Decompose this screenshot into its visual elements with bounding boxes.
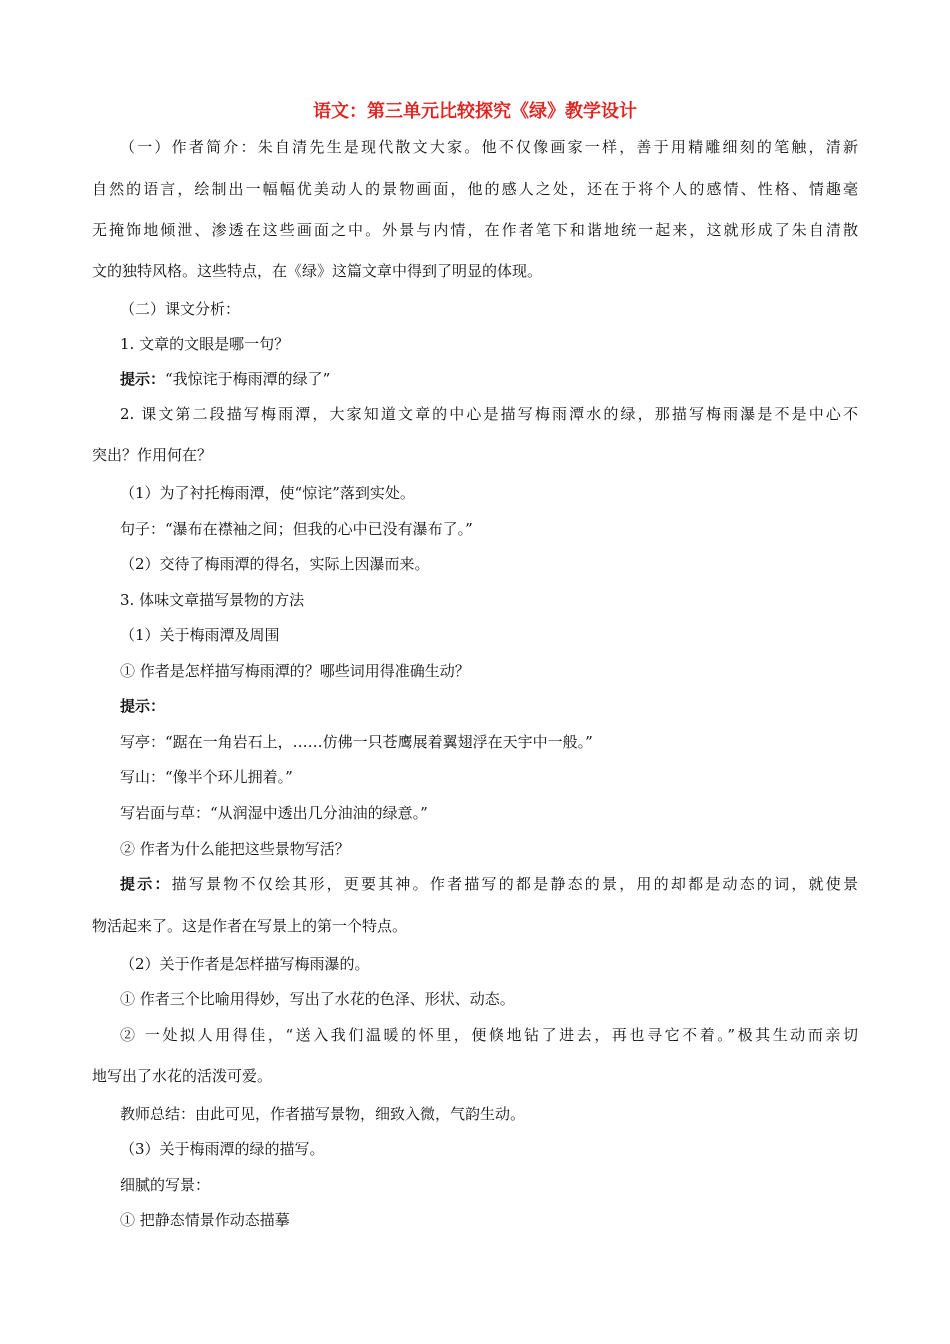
fine-description-point-1: ① 把静态情景作动态描摹 <box>120 1211 290 1229</box>
question-3: 3. 体味文章描写景物的方法 <box>120 591 305 609</box>
question-3-section-2-point-2-line-2: 地写出了水花的活泼可爱。 <box>92 1067 273 1085</box>
question-3-section-2-point-2-line-1: ② 一处拟人用得佳，“送入我们温暖的怀里，便倏地钻了进去，再也寻它不着。”极其生动而亲切 <box>120 1026 858 1044</box>
describe-pavilion: 写亭：“踞在一角岩石上，……仿佛一只苍鹰展着翼翅浮在天宇中一般。” <box>120 733 593 751</box>
intro-line-2: 自然的语言，绘制出一幅幅优美动人的景物画面，他的感人之处，还在于将个人的感情、性格、情趣毫 <box>92 180 858 198</box>
intro-line-4: 文的独特风格。这些特点，在《绿》这篇文章中得到了明显的体现。 <box>92 262 543 280</box>
question-3-section-1-q2-hint-line-1 <box>120 873 858 895</box>
hint-text: 描写景物不仅绘其形，更要其神。作者描写的都是静态的景，用的却都是动态的词，就使景 <box>171 875 858 893</box>
describe-rock-grass: 写岩面与草：“从润湿中透出几分油油的绿意。” <box>120 804 428 822</box>
question-3-section-1-hint <box>120 695 165 717</box>
intro-line-3: 无掩饰地倾泄、渗透在这些画面之中。外景与内情，在作者笔下和谐地统一起来，这就形成了朱自清散 <box>92 221 858 239</box>
question-2-answer-2: （2）交待了梅雨潭的得名，实际上因瀑而来。 <box>120 555 430 573</box>
question-1-hint-text: “我惊诧于梅雨潭的绿了” <box>165 370 331 388</box>
question-1-hint <box>120 368 330 390</box>
question-3-section-2-point-1: ① 作者三个比喻用得妙，写出了水花的色泽、形状、动态。 <box>120 990 515 1008</box>
question-3-section-3: （3）关于梅雨潭的绿的描写。 <box>120 1140 325 1158</box>
question-3-section-1-q2: ② 作者为什么能把这些景物写活？ <box>120 840 350 858</box>
question-3-section-2: （2）关于作者是怎样描写梅雨瀑的。 <box>120 955 370 973</box>
question-2-sentence: 句子：“瀑布在襟袖之间；但我的心中已没有瀑布了。” <box>120 520 473 538</box>
intro-line-1: （一）作者简介：朱自清先生是现代散文大家。他不仅像画家一样，善于用精雕细刻的笔触，清新 <box>120 138 858 156</box>
question-2-answer-1: （1）为了衬托梅雨潭，使“惊诧”落到实处。 <box>120 484 415 502</box>
hint-label: 提示： <box>120 370 166 388</box>
question-1: 1. 文章的文眼是哪一句？ <box>120 335 290 353</box>
document-title: 语文：第三单元比较探究《绿》教学设计 <box>313 101 637 122</box>
question-3-section-1: （1）关于梅雨潭及周围 <box>120 626 280 644</box>
hint-label: 提示： <box>120 697 166 715</box>
teacher-summary: 教师总结：由此可见，作者描写景物，细致入微，气韵生动。 <box>120 1105 526 1123</box>
question-3-section-1-q2-hint-line-2: 物活起来了。这是作者在写景上的第一个特点。 <box>92 917 408 935</box>
describe-mountain: 写山：“像半个环儿拥着。” <box>120 768 293 786</box>
analysis-heading: （二）课文分析： <box>120 300 241 318</box>
fine-description-label: 细腻的写景： <box>120 1176 211 1194</box>
question-2-line-1: 2. 课文第二段描写梅雨潭，大家知道文章的中心是描写梅雨潭水的绿，那描写梅雨瀑是不是中心不 <box>120 405 858 423</box>
question-3-section-1-q1: ① 作者是怎样描写梅雨潭的？哪些词用得准确生动？ <box>120 662 470 680</box>
hint-label: 提示： <box>120 875 172 893</box>
question-2-line-2: 突出？作用何在？ <box>92 446 213 464</box>
